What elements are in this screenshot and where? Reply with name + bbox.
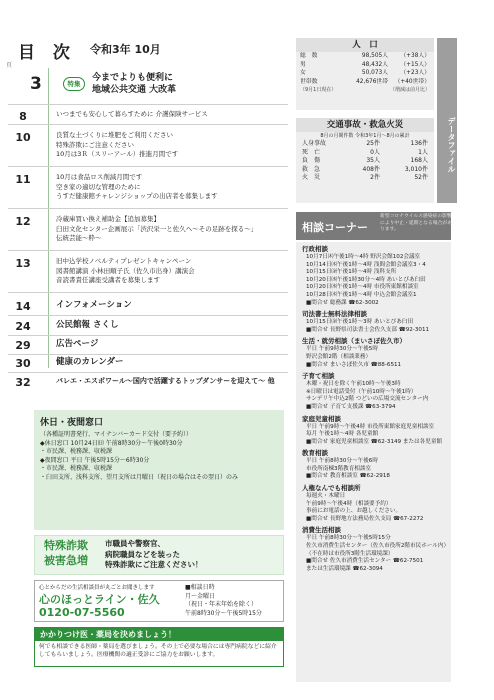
traffic-subtitle: 8月の月間件数 令和3年1月～8月の累計 [320, 133, 410, 139]
delta: （+38人） [400, 53, 430, 59]
feature-tag: 特集 [63, 77, 85, 91]
fraud-headline: 被害急増 [44, 554, 88, 567]
label: 世帯数 [300, 78, 318, 85]
toc-line: 公民館報 さくし [56, 320, 119, 330]
label: 死 亡 [302, 148, 321, 156]
consult-section-title: 消費生活相談 [302, 526, 341, 535]
consult-section-title: 子育て相談 [302, 372, 335, 381]
consult-line: 10月20日㈬午後1時30分～4時 あいとぴあ臼田 [306, 276, 426, 283]
month-value: 25件 [366, 140, 380, 147]
consult-line: 事前にお電話の上、お越しください。 [306, 508, 402, 515]
total-value: 136件 [410, 140, 428, 147]
fraud-text: 特殊詐欺にご注意ください！ [105, 560, 203, 569]
toc-line: 旧中込学校ノベルティプレゼントキャンペーン [56, 257, 192, 265]
month-value: 408件 [362, 165, 380, 173]
consult-line: 10月20日㈬午後1時～4時 市役所東館相談室 [306, 284, 419, 291]
hotline-caption: 心とからだの生活相談員が丸ごとお聞きします [39, 585, 155, 591]
toc-line: インフォメーション [56, 300, 132, 310]
consult-section-title: 教育相談 [302, 449, 328, 458]
population-row [296, 61, 434, 70]
consult-notice: 新型コロナウイルス感染症の影響により中止・延期となる場合があります。 [380, 214, 452, 232]
consult-line: 木曜・祝日を除く午前10時～午後3時 [306, 381, 401, 388]
hotline-hours: 月～金曜日 [185, 592, 216, 600]
label: 人身事故 [302, 140, 327, 147]
toc-item[interactable] [0, 339, 290, 352]
page-column-label: 頁 [6, 62, 13, 69]
hotline-name: 心のほっとライン・佐久 [39, 593, 160, 606]
population-date: （9月1日現在） [300, 87, 337, 93]
consult-section-title: 生活・就労相談（まいさぽ佐久市） [302, 337, 406, 346]
toc-page: 32 [15, 376, 31, 389]
population-note: （増減は前月比） [389, 87, 430, 93]
consult-line: 毎月 午後1時～4時 各児童館 [306, 431, 379, 438]
value: 42,676世帯 [356, 78, 388, 85]
consult-line: 市役所南棟3階教育相談室 [306, 465, 372, 472]
toc-page: 10 [15, 131, 31, 144]
toc-line: 10月は食品ロス削減月間です [56, 173, 143, 181]
consult-line: ■問合せ 子育て支援課 ☎63-3794 [306, 403, 396, 410]
toc-page: 12 [15, 215, 31, 228]
label: 総 数 [300, 53, 318, 59]
total-value: 3,010件 [404, 165, 428, 173]
toc-line: いつまでも安心して暮らすために 介護保険サービス [56, 110, 208, 118]
night-line: ・市民課、税務課、収税課 [40, 465, 113, 472]
toc-item[interactable] [0, 215, 290, 244]
feature-page[interactable]: 3 [30, 74, 42, 94]
consult-line: サンデリ午中込2階 つどいの広場交流センター内 [306, 396, 429, 403]
consult-line: 平日 午前8時30分～午後6時 [306, 458, 378, 465]
total-value: 1人 [418, 148, 428, 156]
label: 負 傷 [302, 157, 321, 164]
consult-line: 平日 午前9時30分～午後5時 [306, 346, 378, 353]
toc-item[interactable] [0, 131, 290, 160]
divider [8, 354, 288, 355]
population-row [296, 78, 434, 87]
traffic-row [296, 140, 434, 149]
traffic-row [296, 166, 434, 175]
population-title: 人 口 [296, 38, 434, 52]
divider [8, 104, 288, 105]
consult-line: ■問合せ 総務課 ☎62-3002 [306, 299, 379, 306]
consult-section-title: 行政相談 [302, 245, 328, 253]
value: 48,432人 [361, 61, 388, 68]
toc-line: 音読書責任講座受講者を募集します [56, 276, 160, 284]
data-file-side-tab: データファイル [437, 38, 457, 203]
toc-item[interactable] [0, 257, 290, 286]
consult-line: 午前9時～午後4時（相談要予約） [306, 500, 392, 507]
toc-page: 24 [15, 320, 31, 333]
total-value: 52件 [414, 174, 428, 181]
feature-title[interactable] [92, 72, 176, 96]
consult-box [296, 242, 451, 682]
doctor-body: 何でも相談できる医師・薬局を選びましょう。その上で必要な場合には専門病院などに紹介してもらいましょう。医療機関の適正受診にご協力をお願いします。 [39, 644, 277, 658]
population-box [296, 38, 434, 110]
consult-line: ■問合せ 家庭児童相談室 ☎62-3149 または各児童館 [306, 438, 443, 445]
fraud-text: 病院職員などを装った [105, 549, 180, 559]
night-line: ◆夜間窓口 平日 午後5時15分～6時30分 [40, 456, 150, 464]
toc-line: バレエ・エスポワール～国内で活躍するトップダンサーを迎えて～ 他 [56, 377, 275, 385]
traffic-row [296, 149, 434, 158]
hotline-box [34, 580, 284, 622]
night-line: ・臼田支所、浅科支所、望月支所は月曜日（祝日の場合はその翌日）のみ [40, 473, 239, 481]
delta: （+15人） [400, 61, 430, 68]
toc-line: 10月は3Ｒ（スリーアール）推進月間です [56, 150, 179, 158]
feature-line: 今までよりも便利に [92, 73, 174, 83]
family-doctor-box [34, 627, 284, 667]
divider [8, 124, 288, 125]
toc-line: 特殊詐欺にご注意ください [56, 140, 134, 149]
night-title: 休日・夜間窓口 [40, 418, 104, 428]
value: 50,073人 [361, 70, 388, 76]
consult-line: 毎週火・木曜日 [306, 493, 346, 500]
month-value: 2件 [370, 174, 380, 181]
toc-item[interactable] [0, 376, 290, 389]
toc-page: 14 [15, 300, 31, 313]
consult-section-title: 司法書士無料法律相談 [302, 310, 367, 319]
toc-page: 11 [15, 173, 31, 186]
consult-line: 10月28日㈭午後1時～4時 中込会館会議室1 [306, 291, 417, 298]
consult-line: 佐久市消費生活センター（佐久市役所2階市民ホール内） [306, 543, 450, 550]
toc-line: 健康のカレンダー [56, 357, 124, 367]
hotline-hours: 午前8時30分～午後5時15分 [185, 609, 262, 617]
toc-line: 伝統芸能～粋～ [56, 234, 102, 242]
toc-item[interactable] [0, 320, 290, 333]
month-value: 0人 [370, 148, 380, 156]
label: 男 [300, 61, 306, 68]
population-row [296, 69, 434, 78]
delta: （+23人） [400, 70, 430, 76]
divider [8, 166, 288, 167]
toc-item[interactable] [0, 300, 290, 313]
consult-line: ※日曜日は電話受付（午前10時～午後1時） [306, 388, 417, 395]
toc-page: 13 [15, 257, 31, 270]
consult-line: 10月15日㈮午後1時～4時 浅科支所 [306, 269, 397, 276]
consult-section-title: 家庭児童相談 [302, 414, 341, 423]
consult-line: ■問合せ まいさぽ佐久市 ☎88-6511 [306, 361, 402, 368]
toc-line: 臼田文化センター企画展示「渋沢栄一と佐久へ～その足跡を探る～」 [56, 224, 258, 233]
population-row [296, 52, 434, 61]
feature-line: 地域公共交通 大改革 [92, 85, 177, 95]
traffic-box [296, 118, 434, 203]
night-line: （各種証明書発行、マイナンバーカード交付（要予約）） [40, 431, 193, 438]
value: 98,505人 [361, 53, 388, 59]
fraud-headline: 特殊詐欺 [44, 539, 88, 552]
toc-page: 30 [15, 357, 31, 370]
consult-line: ■問合せ 長野地方法務局佐久支局 ☎67-2272 [306, 515, 424, 522]
divider [8, 208, 288, 209]
toc-item[interactable] [0, 173, 290, 202]
label: 火 災 [302, 174, 321, 181]
toc-line: うすだ健康館チャレンジショップの出店者を募集します [56, 192, 218, 200]
toc-line: 図書館講演 小林田順子氏（佐久市出身）講演会 [56, 266, 195, 275]
traffic-row [296, 157, 434, 166]
page-title: 目 次 [18, 43, 76, 63]
fraud-warning-banner [34, 535, 284, 575]
night-line: ◆休日窓口 10月24日㈰ 午前8時30分～午後0時30分 [40, 439, 183, 447]
consult-line: 平日 午前8時30分～午後5時15分 [306, 535, 391, 542]
delta: （+40世帯） [394, 78, 430, 85]
holiday-night-window-box [34, 410, 284, 530]
consult-line: ■問合せ 長野県司法書士会佐久支部 ☎92-3011 [306, 326, 430, 333]
consult-section-title: 人権なんでも相談所 [302, 484, 361, 493]
toc-line: 空き家の適切な管理のために [56, 182, 141, 191]
hotline-hours: （祝日・年末年始を除く） [185, 601, 258, 608]
divider [8, 315, 288, 316]
consult-title: 相談コーナー [296, 212, 451, 240]
traffic-title: 交通事故・救急火災 [296, 118, 434, 132]
consult-line: ■問合せ 教育相談室 ☎62-2918 [306, 473, 390, 480]
divider [8, 372, 288, 373]
toc-item[interactable] [0, 357, 290, 370]
traffic-row [296, 174, 434, 183]
consult-line: 野沢会館2階（相談業務） [306, 353, 372, 360]
toc-item[interactable] [0, 110, 290, 123]
divider [8, 292, 288, 293]
month-value: 35人 [366, 157, 380, 164]
label: 女 [300, 70, 306, 76]
consult-line: 10月14日㈭午後1時～4時 浅間会館会議室3・4 [306, 261, 426, 268]
doctor-title: かかりつけ医・薬局を決めましょう！ [35, 628, 283, 641]
toc-page: 8 [19, 110, 27, 123]
divider [8, 250, 288, 251]
hotline-number[interactable]: 0120-07-5560 [39, 606, 125, 619]
night-line: ・市民課、税務課、収税課 [40, 448, 113, 455]
toc-line: 広告ページ [56, 339, 99, 349]
consult-line: 10月7日㈭午後1時～4時 野沢会館102会議室 [306, 254, 421, 260]
consult-line: 10月15日㈮午後1時～3時 あいとぴあ臼田 [306, 319, 414, 326]
toc-line: 良質な土づくりに堆肥をご利用ください [56, 131, 173, 139]
total-value: 168人 [410, 157, 428, 164]
issue-month: 令和3年 10月 [90, 43, 161, 56]
label: 救 急 [302, 165, 321, 173]
consult-line: （不在時は市役所3階生活環境課） [306, 550, 394, 557]
consult-line: ■問合せ 佐久市消費生活センター ☎62-7501 [306, 558, 424, 565]
hotline-hours: ■相談日時 [185, 584, 215, 591]
toc-line: 冷蔵庫買い換え補助金【追加募集】 [56, 215, 160, 223]
consult-line: または生活環境課 ☎62-3094 [306, 565, 383, 572]
divider [8, 335, 288, 336]
toc-page: 29 [15, 339, 31, 352]
fraud-text: 市職員や警察官、 [105, 539, 165, 548]
consult-line: 平日 午前9時～午後4時 市役所東館家庭児童相談室 [306, 423, 435, 430]
